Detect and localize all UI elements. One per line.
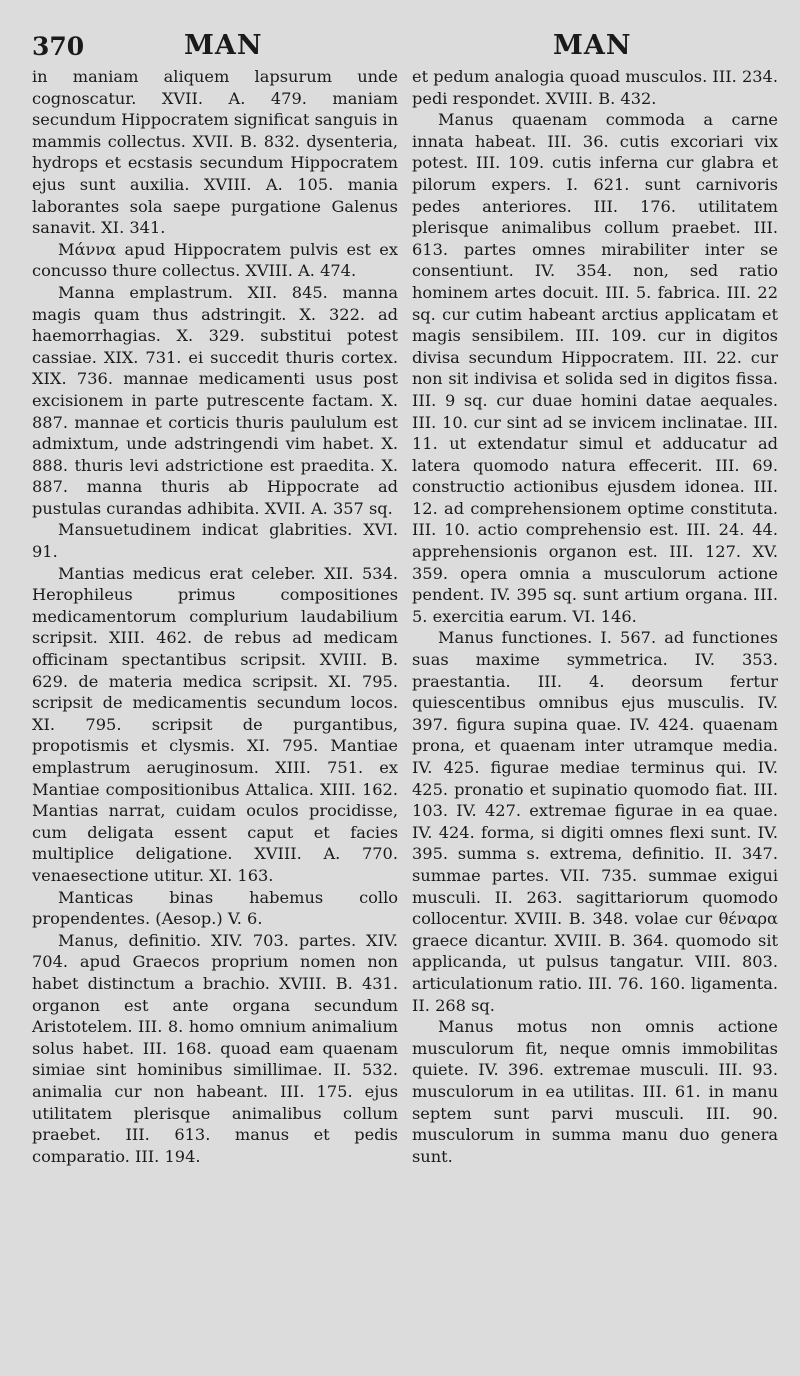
index-entry: Mansuetudinem indicat glabrities. XVI. 91. (32, 520, 398, 562)
left-column (32, 66, 398, 1167)
running-head-right: MAN (553, 30, 632, 61)
index-entry: Mantias medicus erat celeber. XII. 534. Herophileus primus compositiones medicamentorum complurium laudabilium scripsit. XIII. 462. de rebus ad medicam officinam spectantibus scripsit. XVIII. B. 629. de materia medica scripsit. XI. 795. scripsit de medicamentis secundum locos. XI. 795. scripsit de purgantibus, propotismis et clysmis. XI. 795. Mantiae emplastrum aeruginosum. XIII. 751. ex Mantiae compositionibus Attalica. XIII. 162. Mantias narrat, cuidam oculos procidisse, cum deligata essent caput et facies multiplice deligatione. XVIII. A. 770. venaesectione utitur. XI. 163. (32, 563, 398, 885)
index-entry: Μάννα apud Hippocratem pulvis est ex concusso thure collectus. XVIII. A. 474. (32, 239, 398, 281)
index-entry: Manus, definitio. XIV. 703. partes. XIV. 704. apud Graecos proprium nomen non habet distinctum a brachio. XVIII. B. 431. organon est ante organa secundum Aristotelem. III. 8. homo omnium animalium solus habet. III. 168. quoad eam quaenam simiae sint hominibus simillimae. II. 532. animalia cur non habeant. III. 175. ejus utilitatem plerisque animalibus collum praebet. III. 613. manus et pedis comparatio. III. 194. (32, 930, 398, 1166)
index-entry: Manna emplastrum. XII. 845. manna magis quam thus adstringit. X. 322. ad haemorrhagias. X. 329. substitui potest cassiae. XIX. 731. ei succedit thuris cortex. XIX. 736. mannae medicamenti usus post excisionem in parte putrescente factam. X. 887. mannae et corticis thuris paululum est admixtum, unde adstringendi vim habet. X. 888. thuris levi adstrictione est praedita. X. 887. manna thuris ab Hippocrate ad pustulas curandas adhibita. XVII. A. 357 sq. (32, 282, 398, 518)
index-entry: Manus quaenam commoda a carne innata habeat. III. 36. cutis excoriari vix potest. III. 109. cutis inferna cur glabra et pilorum expers. I. 621. sunt carnivoris pedes anteriores. III. 176. utilitatem plerisque animalibus collum praebet. III. 613. partes omnes mirabiliter inter se consentiunt. IV. 354. non, sed ratio hominem artes docuit. III. 5. fabrica. III. 22 sq. cur cutim habeant arctius applicatam et magis sensibilem. III. 109. cur in digitos divisa secundum Hippocratem. III. 22. cur non sit indivisa et solida sed in digitos fissa. III. 9 sq. cur duae homini datae aequales. III. 10. cur sint ad se invicem inclinatae. III. 11. ut extendatur simul et adducatur ad latera quomodo natura effecerit. III. 69. constructio actionibus ejusdem idonea. III. 12. ad comprehensionem optime constituta. III. 10. actio comprehensio est. III. 24. 44. apprehensionis organon est. III. 127. XV. 359. opera omnia a musculorum actione pendent. IV. 395 sq. sunt artium organa. III. 5. exercitia earum. VI. 146. (412, 110, 778, 626)
running-head-left: MAN (184, 30, 263, 61)
page-number: 370 (32, 32, 85, 61)
page-header (32, 0, 778, 66)
index-entry: Manus functiones. I. 567. ad functiones suas maxime symmetrica. IV. 353. praestantia. III. 4. deorsum fertur quiescentibus omnibus ejus musculis. IV. 397. figura supina quae. IV. 424. quaenam prona, et quaenam inter utramque media. IV. 425. figurae mediae terminus qui. IV. 425. pronatio et supinatio quomodo fiat. III. 103. IV. 427. extremae figurae in ea quae. IV. 424. forma, si digiti omnes flexi sunt. IV. 395. summa s. extrema, definitio. II. 347. summae partes. VII. 735. summae exigui musculi. II. 263. sagittariorum quomodo collocentur. XVIII. B. 348. volae cur θέναρα graece dicantur. XVIII. B. 364. quomodo sit applicanda, ut pulsus tangatur. VIII. 803. articulationum ratio. III. 76. 160. ligamenta. II. 268 sq. (412, 628, 778, 1015)
right-column (412, 66, 778, 1167)
index-entry: et pedum analogia quoad musculos. III. 234. pedi respondet. XVIII. B. 432. (412, 67, 778, 108)
index-entry: in maniam aliquem lapsurum unde cognoscatur. XVII. A. 479. maniam secundum Hippocratem significat sanguis in mammis collectus. XVII. B. 832. dysenteria, hydrops et ecstasis secundum Hippocratem ejus sunt auxilia. XVIII. A. 105. mania laborantes sola saepe purgatione Galenus sanavit. XI. 341. (32, 67, 398, 238)
index-entry: Manticas binas habemus collo propendentes. (Aesop.) V. 6. (32, 887, 398, 929)
text-columns (32, 66, 778, 1167)
index-entry: Manus motus non omnis actione musculorum fit, neque omnis immobilitas quiete. IV. 396. extremae musculi. III. 93. musculorum in ea utilitas. III. 61. in manu septem sunt parvi musculi. III. 90. musculorum in summa manu duo genera sunt. (412, 1017, 778, 1166)
